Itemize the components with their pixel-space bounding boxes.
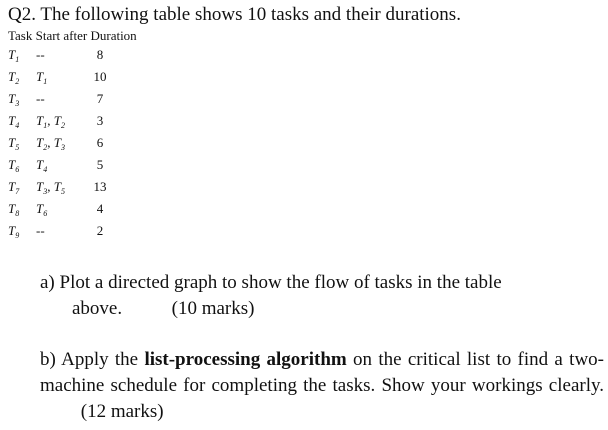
duration-cell: 5: [96, 157, 104, 172]
start-after-cell: [36, 91, 45, 107]
task-cell: [8, 157, 19, 174]
task-name: $T_3$: [8, 91, 20, 108]
duration-cell: 13: [93, 179, 107, 194]
task-cell: [8, 135, 19, 152]
task-name: $T_8$: [8, 201, 20, 218]
question-b: [40, 347, 604, 425]
duration-cell: 7: [96, 91, 104, 106]
task-cell: [8, 47, 19, 64]
duration-cell: 2: [96, 223, 104, 238]
task-cell: [8, 223, 19, 240]
task-cell: [8, 179, 19, 196]
question-b-bold: list-processing algorithm: [144, 349, 347, 370]
predecessor-task: $T_2$: [53, 113, 65, 130]
empty-dash: --: [36, 47, 45, 62]
start-after-cell: $T_3$, $T_5$: [36, 179, 65, 196]
task-name: $T_5$: [8, 135, 20, 152]
question-title: Q2. The following table shows 10 tasks and their durations.: [8, 4, 461, 25]
start-after-cell: [36, 201, 47, 218]
task-cell: [8, 201, 19, 218]
question-a-marks: (10 marks): [171, 298, 255, 319]
start-after-cell: $T_1$, $T_2$: [36, 113, 65, 130]
predecessor-task: $T_6$: [36, 201, 48, 218]
duration-cell: 3: [96, 113, 104, 128]
task-name: $T_2$: [8, 69, 20, 86]
task-cell: [8, 69, 19, 86]
task-name: $T_9$: [8, 223, 20, 240]
start-after-cell: [36, 47, 45, 63]
start-after-cell: [36, 223, 45, 239]
duration-cell: 4: [96, 201, 104, 216]
question-b-text2: on the critical list to find a two-machine schedule for completing the tasks. Show your workings clearly.: [40, 349, 605, 396]
predecessor-task: $T_3$: [36, 179, 48, 196]
table-header: Task Start after Duration: [8, 28, 137, 43]
question-b-label: b): [40, 349, 56, 370]
task-name: $T_4$: [8, 113, 20, 130]
question-b-marks: (12 marks): [80, 401, 164, 422]
duration-cell: 6: [96, 135, 104, 150]
duration-cell: 10: [93, 69, 107, 84]
predecessor-task: $T_2$: [36, 135, 48, 152]
start-after-cell: $T_2$, $T_3$: [36, 135, 65, 152]
question-a-label: a): [40, 272, 55, 293]
task-name: $T_7$: [8, 179, 20, 196]
task-name: $T_6$: [8, 157, 20, 174]
task-cell: [8, 91, 19, 108]
question-a: [40, 270, 600, 322]
task-name: $T_1$: [8, 47, 20, 64]
predecessor-task: $T_5$: [53, 179, 65, 196]
duration-cell: 8: [96, 47, 104, 62]
question-a-line1: Plot a directed graph to show the flow of tasks in the table: [59, 272, 502, 293]
predecessor-task: $T_3$: [53, 135, 65, 152]
question-b-text1: Apply the: [61, 349, 139, 370]
task-cell: [8, 113, 19, 130]
predecessor-task: $T_4$: [36, 157, 48, 174]
start-after-cell: [36, 69, 47, 86]
empty-dash: --: [36, 91, 45, 106]
predecessor-task: $T_1$: [36, 69, 48, 86]
question-a-line2: above.: [72, 298, 123, 319]
predecessor-task: $T_1$: [36, 113, 48, 130]
start-after-cell: [36, 157, 47, 174]
empty-dash: --: [36, 223, 45, 238]
